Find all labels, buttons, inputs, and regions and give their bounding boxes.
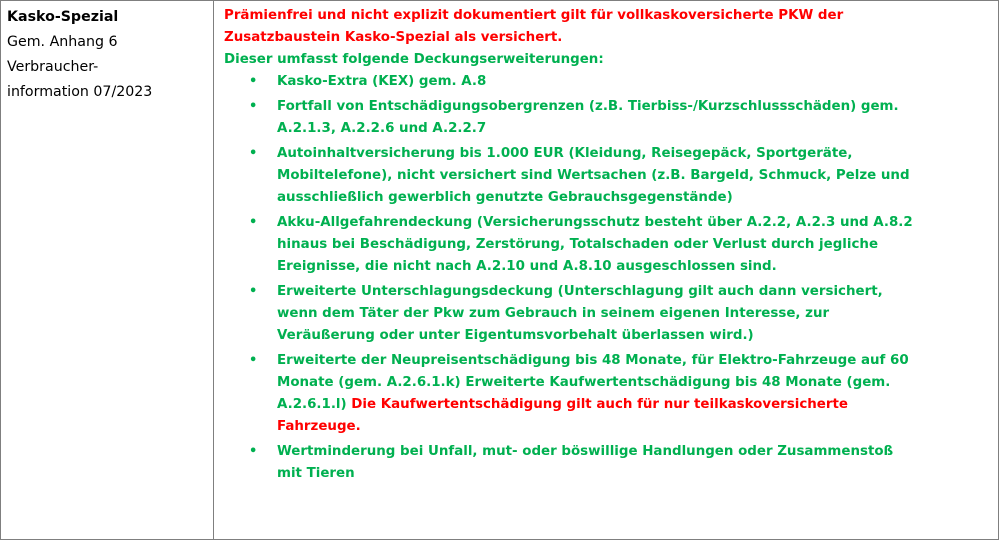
- intro-red-line-2: Zusatzbaustein Kasko-Spezial als versichert.: [224, 30, 563, 45]
- right-cell: [214, 1, 999, 540]
- item-line: wenn dem Täter der Pkw zum Gebrauch in seinem eigenen Interesse, zur: [277, 306, 830, 321]
- list-item: [249, 441, 992, 485]
- item-line: Monate (gem. A.2.6.1.k) Erweiterte Kaufwertentschädigung bis 48 Monate (gem.: [277, 375, 891, 390]
- item-line: Ereignisse, die nicht nach A.2.10 und A.8.10 ausgeschlossen sind.: [277, 259, 777, 274]
- list-item: [249, 96, 992, 140]
- list-item: [249, 143, 992, 209]
- item-line: Kasko-Extra (KEX) gem. A.8: [277, 74, 487, 89]
- item-line-red: Fahrzeuge.: [277, 419, 361, 434]
- reference-line-2: Verbraucher-: [7, 59, 99, 75]
- reference-line-1: Gem. Anhang 6: [7, 34, 118, 50]
- bullet-icon: •: [249, 284, 258, 299]
- intro-green-line: Dieser umfasst folgende Deckungserweiterungen:: [224, 52, 604, 67]
- section-title: Kasko-Spezial: [7, 9, 119, 25]
- bullet-icon: •: [249, 444, 258, 459]
- list-item: [249, 281, 992, 347]
- item-line: Autoinhaltversicherung bis 1.000 EUR (Kleidung, Reisegepäck, Sportgeräte,: [277, 146, 853, 161]
- reference-line-3: information 07/2023: [7, 84, 153, 100]
- mixed-green-text: A.2.6.1.l): [277, 397, 352, 412]
- list-item: [249, 212, 992, 278]
- item-line: Erweiterte der Neupreisentschädigung bis 48 Monate, für Elektro-Fahrzeuge auf 60: [277, 353, 909, 368]
- item-line: ausschließlich gewerblich genutzte Gebrauchsgegenstände): [277, 190, 733, 205]
- bullet-icon: •: [249, 74, 258, 89]
- list-item: [249, 71, 992, 93]
- bullet-icon: •: [249, 146, 258, 161]
- item-line: Mobiltelefone), nicht versichert sind Wertsachen (z.B. Bargeld, Schmuck, Pelze und: [277, 168, 910, 183]
- coverage-list: [224, 71, 992, 485]
- item-line: Fortfall von Entschädigungsobergrenzen (z.B. Tierbiss-/Kurzschlussschäden) gem.: [277, 99, 899, 114]
- bullet-icon: •: [249, 215, 258, 230]
- left-cell: [1, 1, 214, 540]
- item-line: Wertminderung bei Unfall, mut- oder böswillige Handlungen oder Zusammenstoß: [277, 444, 894, 459]
- intro-red-line-1: Prämienfrei und nicht explizit dokumentiert gilt für vollkaskoversicherte PKW der: [224, 8, 844, 23]
- item-line: Erweiterte Unterschlagungsdeckung (Unterschlagung gilt auch dann versichert,: [277, 284, 883, 299]
- item-line-mixed: [277, 394, 992, 416]
- item-line: Akku-Allgefahrendeckung (Versicherungsschutz besteht über A.2.2, A.2.3 und A.8.2: [277, 215, 913, 230]
- bullet-icon: •: [249, 353, 258, 368]
- item-line: A.2.1.3, A.2.2.6 und A.2.2.7: [277, 121, 487, 136]
- bullet-icon: •: [249, 99, 258, 114]
- item-line: hinaus bei Beschädigung, Zerstörung, Totalschaden oder Verlust durch jegliche: [277, 237, 879, 252]
- table-row: [1, 1, 999, 540]
- item-line: mit Tieren: [277, 466, 355, 481]
- mixed-red-text: Die Kaufwertentschädigung gilt auch für nur teilkaskoversicherte: [351, 397, 848, 412]
- list-item: [249, 350, 992, 438]
- item-line: Veräußerung oder unter Eigentumsvorbehalt überlassen wird.): [277, 328, 754, 343]
